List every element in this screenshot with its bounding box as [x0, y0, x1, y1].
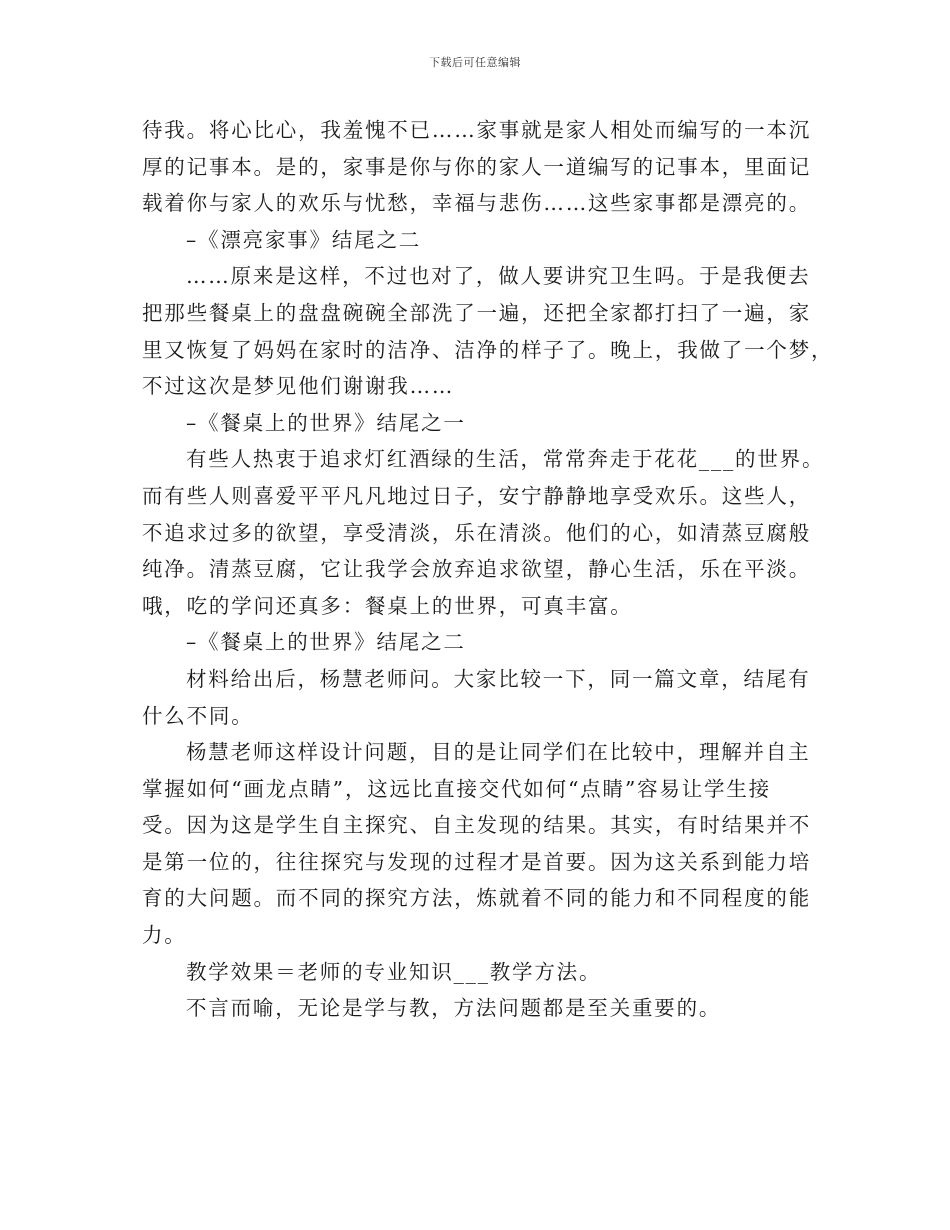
text-line: 是第一位的，往往探究与发现的过程才是首要。因为这关系到能力培 — [142, 849, 811, 874]
paragraph — [142, 990, 814, 1027]
text-line: ……原来是这样，不过也对了，做人要讲究卫生吗。于是我便去 — [186, 264, 811, 289]
page-header-note: 下载后可任意编辑 — [429, 56, 521, 69]
text-line: 材料给出后，杨慧老师问。大家比较一下，同一篇文章，结尾有 — [186, 666, 811, 691]
source-attribution — [142, 624, 814, 661]
text-line: 有些人热衷于追求灯红酒绿的生活，常常奔走于花花___的世界。 — [186, 447, 825, 472]
text-line: 不言而喻，无论是学与教，方法问题都是至关重要的。 — [186, 996, 722, 1021]
text-line: 力。 — [142, 923, 187, 948]
source-attribution — [142, 222, 814, 259]
paragraph — [142, 661, 814, 734]
text-line: 杨慧老师这样设计问题，目的是让同学们在比较中，理解并自主 — [186, 740, 811, 765]
text-line: 哦，吃的学问还真多：餐桌上的世界，可真丰富。 — [142, 593, 633, 618]
text-line: 把那些餐桌上的盘盘碗碗全部洗了一遍，还把全家都打扫了一遍，家 — [142, 300, 811, 325]
text-line: 不追求过多的欲望，享受清淡，乐在清淡。他们的心，如清蒸豆腐般 — [142, 520, 811, 545]
attribution-line: –《餐桌上的世界》结尾之二 — [186, 630, 466, 655]
attribution-line: –《餐桌上的世界》结尾之一 — [186, 410, 466, 435]
text-line: 载着你与家人的欢乐与忧愁，幸福与悲伤……这些家事都是漂亮的。 — [142, 191, 811, 216]
paragraph — [142, 954, 814, 991]
paragraph — [142, 734, 814, 954]
source-attribution — [142, 405, 814, 442]
text-line: 不过这次是梦见他们谢谢我…… — [142, 374, 455, 399]
text-line: 什么不同。 — [142, 703, 254, 728]
paragraph — [142, 258, 834, 404]
text-line: 受。因为这是学生自主探究、自主发现的结果。其实，有时结果并不 — [142, 813, 811, 838]
paragraph — [142, 441, 825, 624]
text-line: 掌握如何“画龙点睛”，这远比直接交代如何“点睛”容易让学生接 — [142, 776, 771, 801]
text-line: 教学效果＝老师的专业知识___教学方法。 — [186, 959, 602, 984]
text-line: 里又恢复了妈妈在家时的洁净、洁净的样子了。晚上，我做了一个梦， — [142, 337, 834, 362]
text-line: 育的大问题。而不同的探究方法，炼就着不同的能力和不同程度的能 — [142, 886, 811, 911]
text-line: 纯净。清蒸豆腐，它让我学会放弃追求欲望，静心生活，乐在平淡。 — [142, 557, 811, 582]
text-line: 而有些人则喜爱平平凡凡地过日子，安宁静静地享受欢乐。这些人， — [142, 483, 811, 508]
document-body — [142, 112, 834, 1027]
text-line: 待我。将心比心，我羞愧不已……家事就是家人相处而编写的一本沉 — [142, 118, 811, 142]
paragraph — [142, 112, 814, 222]
attribution-line: –《漂亮家事》结尾之二 — [186, 227, 422, 252]
text-line: 厚的记事本。是的，家事是你与你的家人一道编写的记事本，里面记 — [142, 154, 811, 179]
